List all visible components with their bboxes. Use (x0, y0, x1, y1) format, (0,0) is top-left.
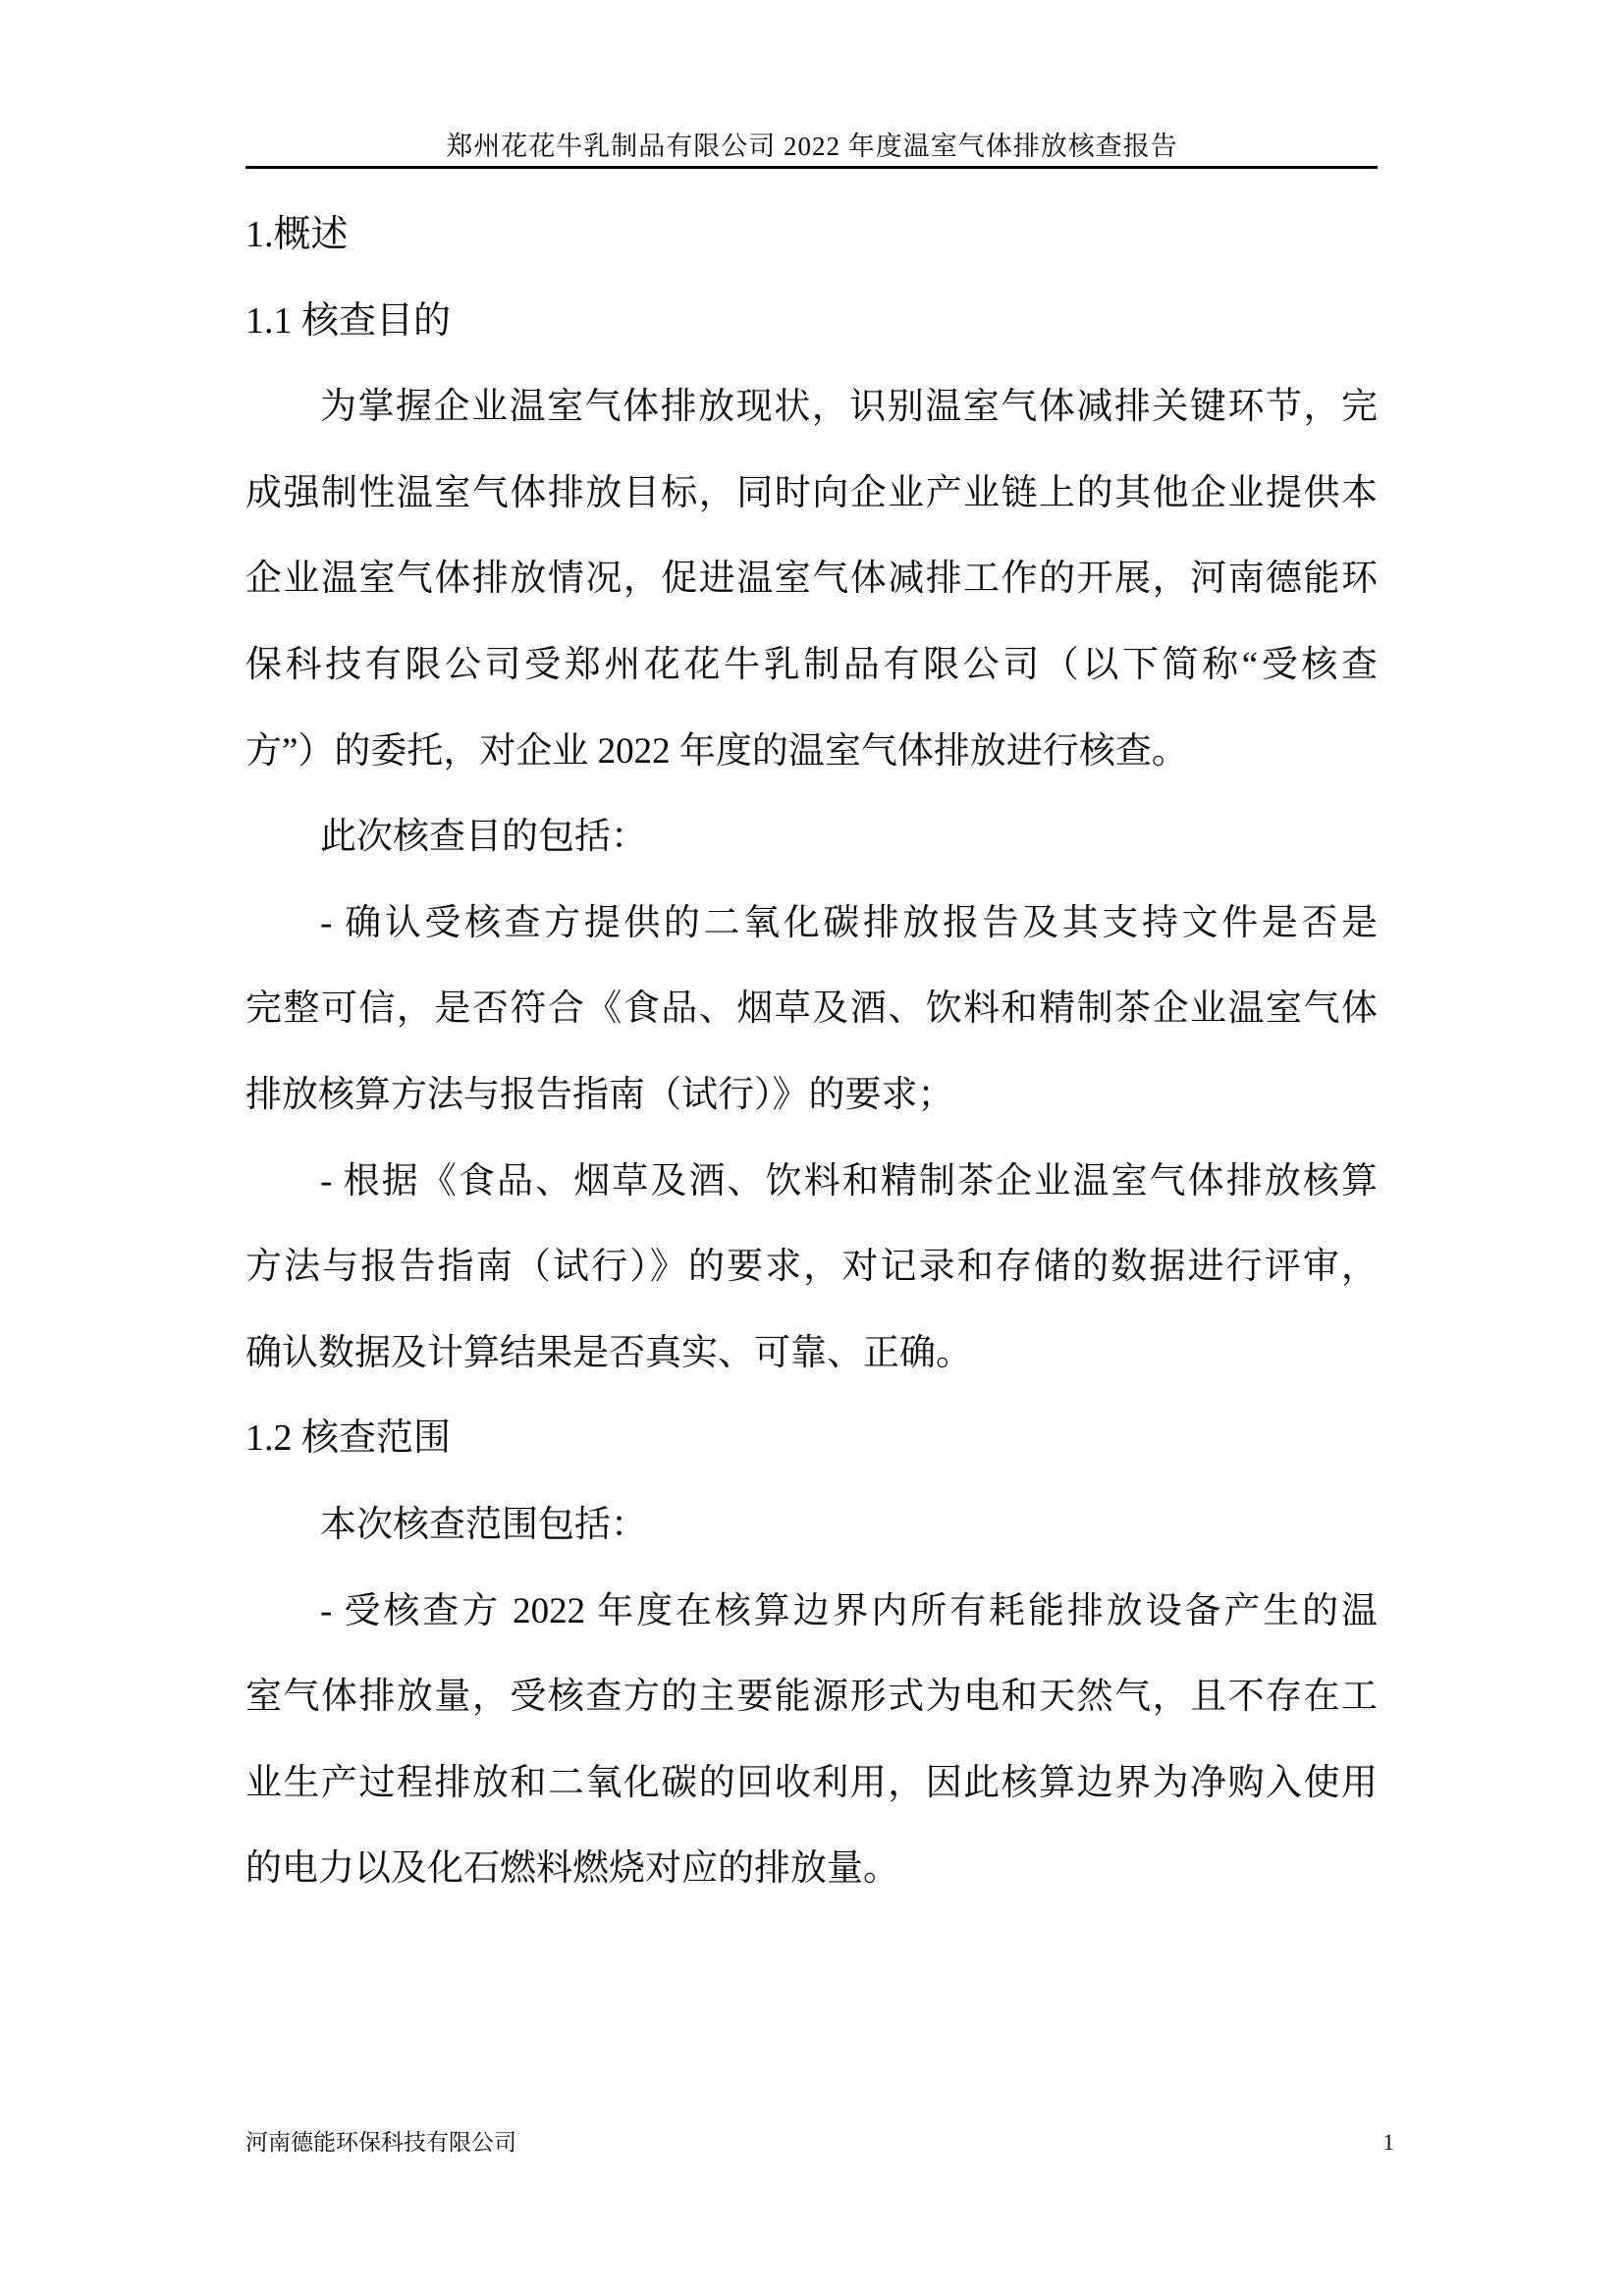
paragraph-line: 为掌握企业温室气体排放现状，识别温室气体减排关键环节，完 (320, 387, 1378, 428)
header-rule (245, 166, 1378, 169)
paragraph-line: 业生产过程排放和二氧化碳的回收利用，因此核算边界为净购入使用 (245, 1762, 1378, 1803)
heading-overview: 1.概述 (245, 214, 349, 255)
paragraph-line: 方”）的委托，对企业 2022 年度的温室气体排放进行核查。 (245, 730, 1188, 772)
paragraph-line: 保科技有限公司受郑州花花牛乳制品有限公司（以下简称“受核查 (245, 644, 1378, 685)
bullet-line: - 确认受核查方提供的二氧化碳排放报告及其支持文件是否是 (320, 902, 1378, 943)
paragraph-line: 方法与报告指南（试行）》的要求，对记录和存储的数据进行评审， (245, 1247, 1378, 1288)
paragraph-line: 企业温室气体排放情况，促进温室气体减排工作的开展，河南德能环 (245, 559, 1378, 600)
paragraph-line: 排放核算方法与报告指南（试行）》的要求； (245, 1074, 954, 1115)
paragraph-line: 完整可信，是否符合《食品、烟草及酒、饮料和精制茶企业温室气体 (245, 988, 1378, 1030)
heading-verification-scope: 1.2 核查范围 (245, 1417, 452, 1460)
paragraph-line: 本次核查范围包括： (320, 1504, 647, 1545)
page-footer (245, 2124, 1394, 2157)
paragraph-line: 的电力以及化石燃料燃烧对应的排放量。 (245, 1848, 899, 1890)
page-header-title: 郑州花花牛乳制品有限公司 2022 年度温室气体排放核查报告 (446, 132, 1178, 161)
bullet-line: - 根据《食品、烟草及酒、饮料和精制茶企业温室气体排放核算 (320, 1160, 1378, 1201)
bullet-line: - 受核查方 2022 年度在核算边界内所有耗能排放设备产生的温 (320, 1590, 1378, 1631)
document-body (245, 192, 1378, 1912)
footer-page-number: 1 (1382, 2130, 1394, 2155)
footer-company-name: 河南德能环保科技有限公司 (245, 2130, 516, 2155)
paragraph-line: 室气体排放量，受核查方的主要能源形式为电和天然气，且不存在工 (245, 1677, 1378, 1718)
heading-verification-purpose: 1.1 核查目的 (245, 299, 452, 342)
paragraph-line: 确认数据及计算结果是否真实、可靠、正确。 (245, 1332, 972, 1373)
paragraph-line: 此次核查目的包括： (320, 817, 647, 858)
paragraph-line: 成强制性温室气体排放目标，同时向企业产业链上的其他企业提供本 (245, 472, 1378, 513)
